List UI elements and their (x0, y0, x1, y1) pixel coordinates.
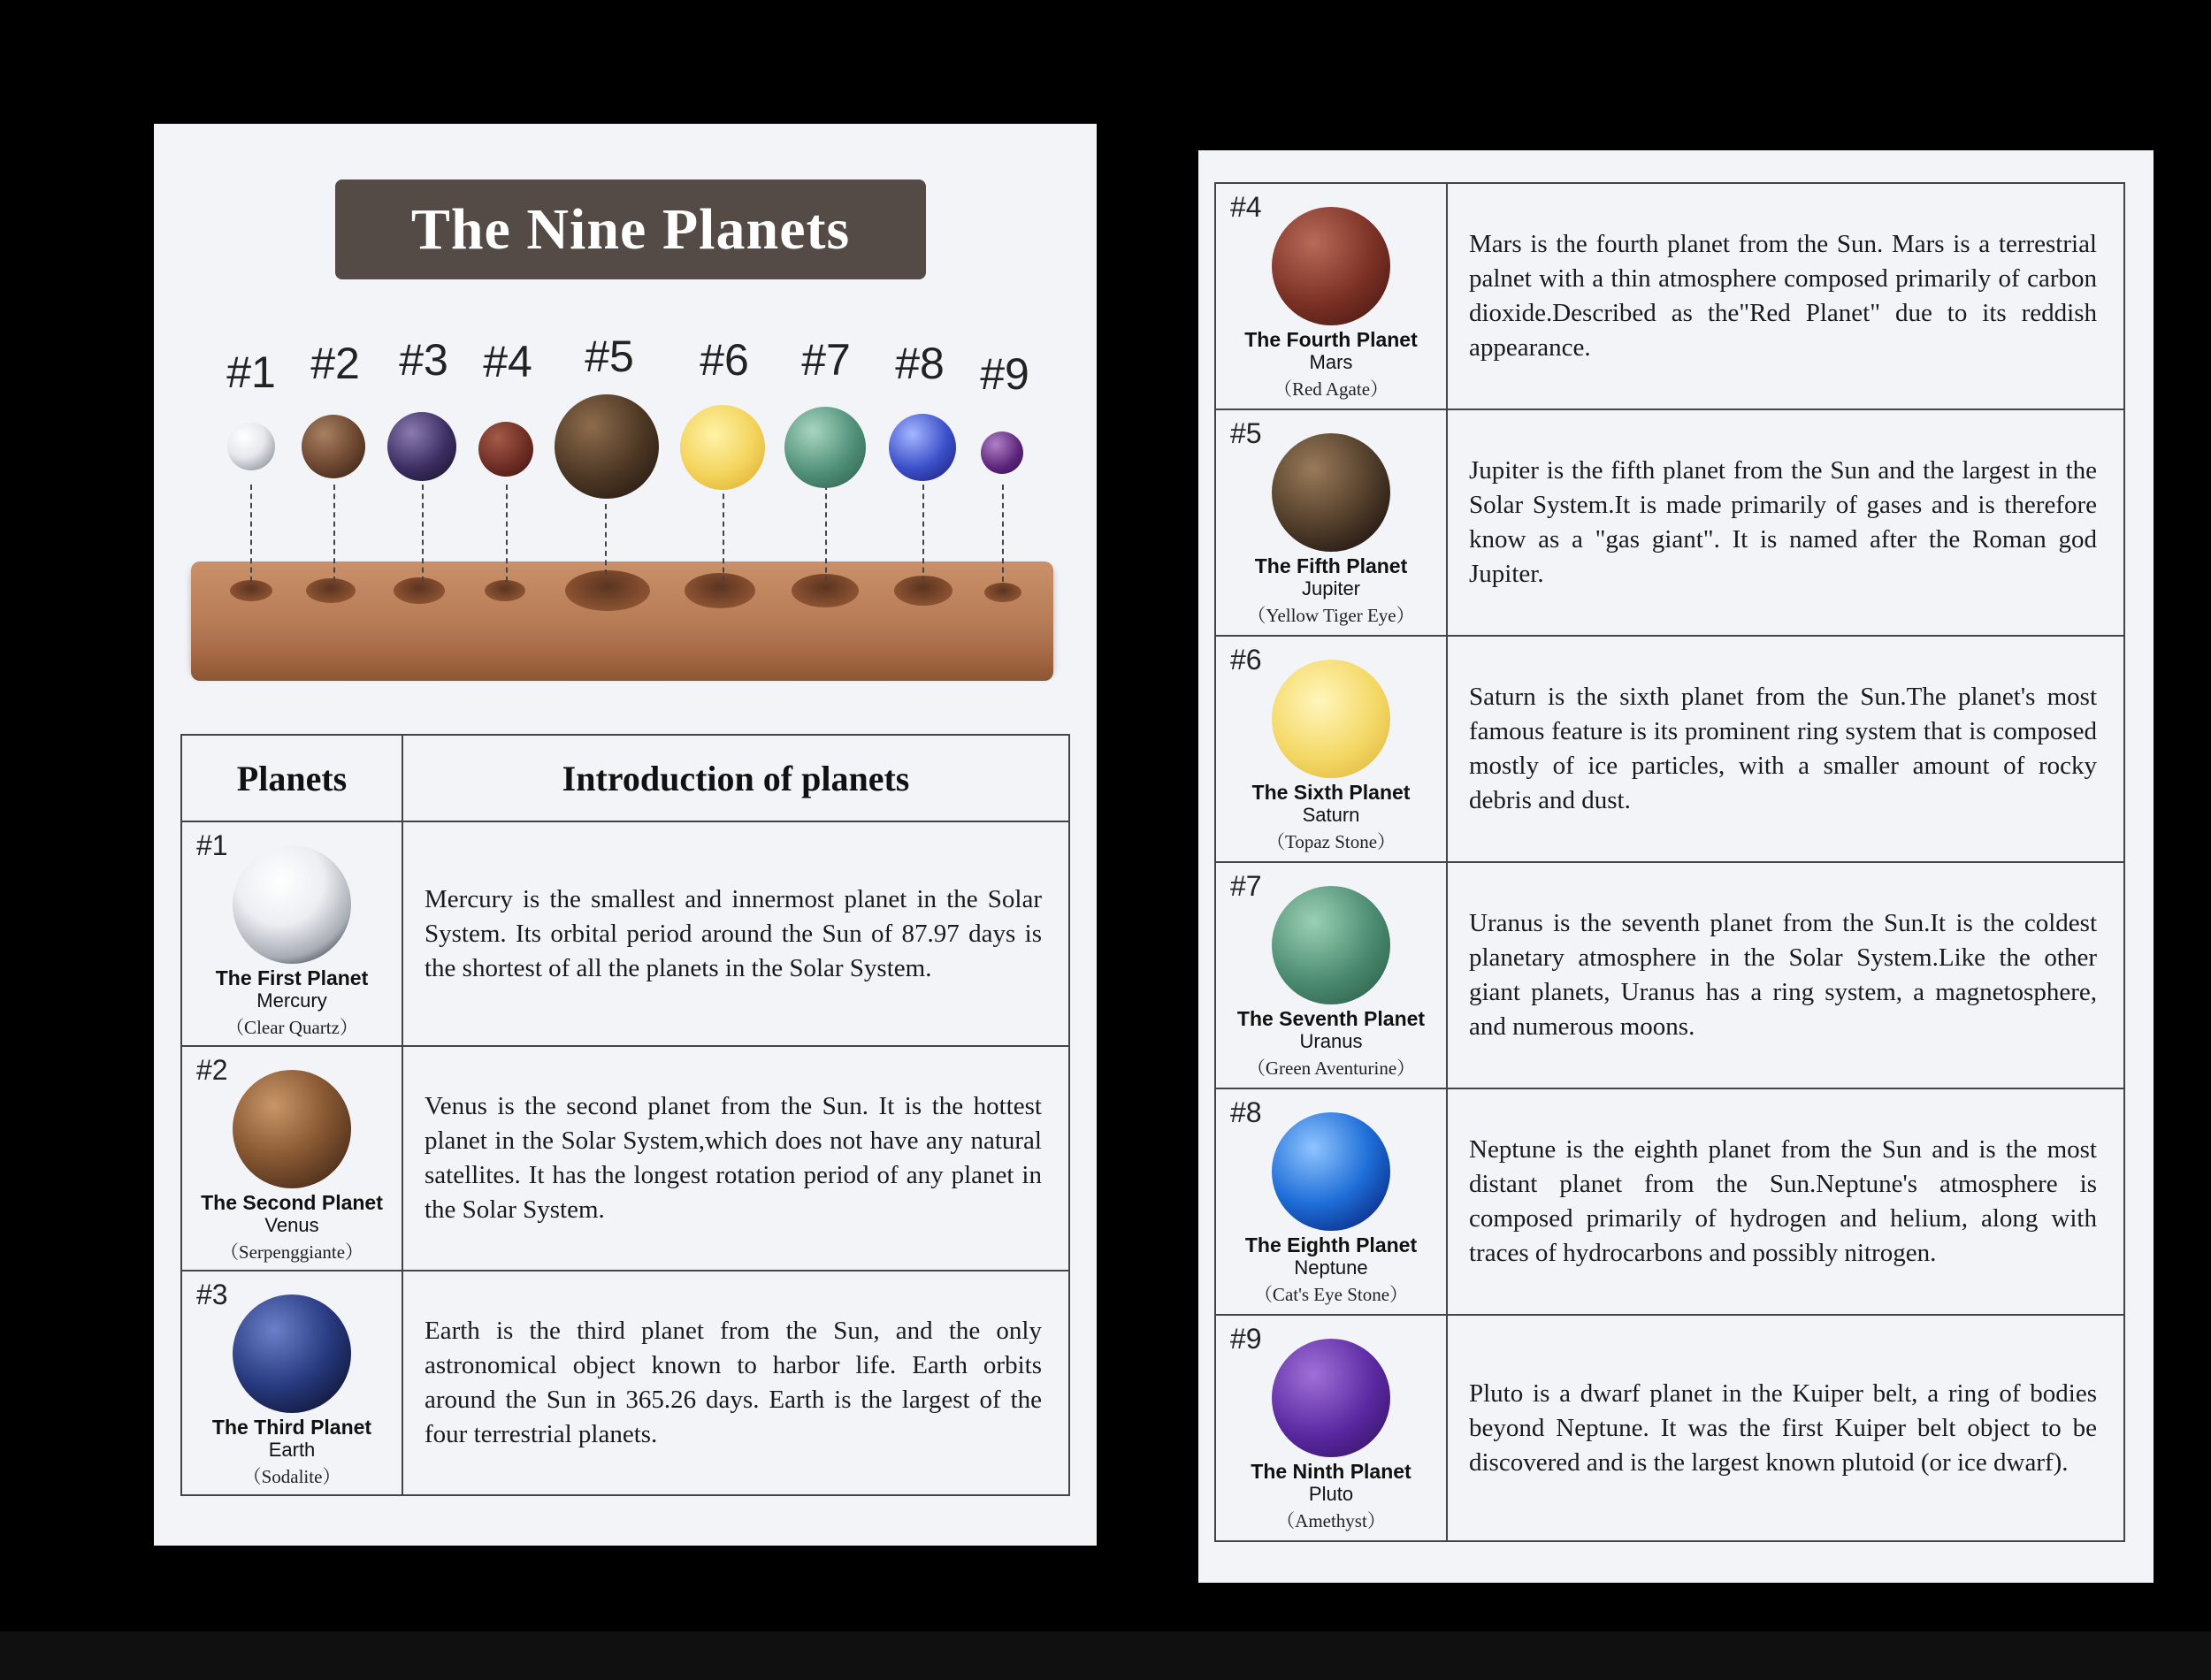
header-planets: Planets (181, 735, 402, 821)
mars-sphere (478, 422, 533, 477)
planet-number: #1 (196, 829, 228, 861)
planets-table-left (180, 734, 1070, 1496)
planet-cell (1215, 409, 1447, 636)
planet-ordinal: The Fifth Planet (1254, 554, 1408, 577)
planet-ordinal: The Sixth Planet (1251, 781, 1411, 804)
planet-name: Venus (264, 1214, 319, 1236)
mercury-stone (233, 845, 351, 964)
planet-description: Jupiter is the fifth planet from the Sun and the largest in the Solar System.It is made primarily of gases and is therefore know as a "gas giant". It is named after the Roman god Jupiter. (1447, 409, 2124, 636)
planet-name: Jupiter (1301, 577, 1361, 599)
planet-description: Neptune is the eighth planet from the Sun and is the most distant planet from the Sun.Neptune's atmosphere is composed primarily of hydrogen and helium, along with traces of hydrocarbons and possibly nitrogen. (1447, 1088, 2124, 1315)
planet-row-jupiter (1215, 409, 2124, 636)
uranus-stone (1272, 886, 1390, 1004)
diagram-label: #9 (980, 349, 1029, 399)
planet-cell (181, 821, 402, 1046)
planet-number: #6 (1230, 644, 1262, 676)
jupiter-stone (1272, 433, 1390, 552)
planet-number: #8 (1230, 1096, 1262, 1128)
dashed-stick (922, 485, 924, 582)
stone-name: （Red Agate） (1273, 378, 1389, 400)
stone-name: （Cat's Eye Stone） (1253, 1284, 1409, 1305)
info-card-left (154, 124, 1097, 1546)
planet-cell (181, 1046, 402, 1271)
dashed-stick (506, 485, 508, 582)
diagram-label: #8 (895, 339, 945, 388)
planet-cell (1215, 183, 1447, 409)
stand-hole (230, 580, 272, 601)
planet-description: Venus is the second planet from the Sun. It is the hottest planet in the Solar System,which does not have any natural satellites. It has the longest rotation period of any planet in the Solar System. (402, 1046, 1069, 1271)
planet-name: Neptune (1294, 1256, 1368, 1279)
earth-stone (233, 1294, 351, 1413)
dashed-stick (333, 485, 335, 582)
dashed-stick (1002, 485, 1004, 582)
mercury-sphere (227, 423, 275, 470)
stand-hole (565, 570, 650, 611)
planet-cell (181, 1271, 402, 1495)
diagram-label: #2 (310, 339, 360, 388)
planet-ordinal: The Fourth Planet (1244, 328, 1418, 351)
planet-row-neptune (1215, 1088, 2124, 1315)
wooden-stand-side (191, 645, 1053, 681)
dashed-stick (605, 504, 607, 575)
planet-description: Mars is the fourth planet from the Sun. Mars is a terrestrial palnet with a thin atmosphere composed primarily of carbon dioxide.Described as the"Red Planet" due to its reddish appearance. (1447, 183, 2124, 409)
planet-description: Earth is the third planet from the Sun, and the only astronomical object known to harbor life. Earth orbits around the Sun in 365.26 days. Earth is the largest of the four terrestrial planets. (402, 1271, 1069, 1495)
venus-sphere (302, 415, 365, 478)
background-strip (0, 1631, 2211, 1680)
planet-row-mars (1215, 183, 2124, 409)
venus-stone (233, 1070, 351, 1188)
stand-hole (306, 578, 356, 603)
stone-name: （Serpenggiante） (219, 1241, 364, 1263)
stone-name: （Green Aventurine） (1246, 1058, 1416, 1079)
stone-name: （Clear Quartz） (226, 1017, 358, 1038)
planet-row-pluto (1215, 1315, 2124, 1541)
neptune-sphere (889, 414, 956, 481)
diagram-label: #5 (585, 332, 634, 381)
diagram-label: #4 (483, 337, 532, 386)
stone-name: （Yellow Tiger Eye） (1247, 605, 1415, 626)
info-card-right (1198, 150, 2154, 1583)
planet-row-venus (181, 1046, 1069, 1271)
planet-number: #4 (1230, 191, 1262, 223)
planet-stand-illustration (154, 124, 1097, 690)
planet-name: Earth (268, 1439, 316, 1461)
diagram-label: #1 (226, 347, 276, 397)
neptune-stone (1272, 1112, 1390, 1231)
planets-table-right (1214, 182, 2125, 1542)
planet-ordinal: The First Planet (215, 966, 369, 989)
planet-ordinal: The Third Planet (211, 1416, 372, 1439)
planet-cell (1215, 636, 1447, 862)
stone-name: （Topaz Stone） (1266, 831, 1396, 852)
planet-name: Pluto (1308, 1483, 1354, 1505)
planet-description: Saturn is the sixth planet from the Sun.The planet's most famous feature is its prominent ring system that is composed mostly of ice particles, with a smaller amount of rocky debris and dust. (1447, 636, 2124, 862)
planet-description: Pluto is a dwarf planet in the Kuiper belt, a ring of bodies beyond Neptune. It was the first Kuiper belt object to be discovered and is the largest known plutoid (or ice dwarf). (1447, 1315, 2124, 1541)
dashed-stick (422, 485, 424, 582)
stand-hole (485, 580, 525, 601)
jupiter-sphere (555, 394, 659, 499)
dashed-stick (723, 485, 724, 582)
planet-name: Saturn (1302, 804, 1360, 826)
planet-number: #5 (1230, 417, 1262, 449)
planet-row-mercury (181, 821, 1069, 1046)
planet-row-uranus (1215, 862, 2124, 1088)
stand-hole (685, 573, 755, 608)
stone-name: （Amethyst） (1276, 1510, 1386, 1531)
stand-hole (394, 577, 445, 604)
header-introduction: Introduction of planets (402, 735, 1069, 821)
dashed-stick (825, 485, 827, 582)
planet-ordinal: The Seventh Planet (1236, 1007, 1426, 1030)
saturn-sphere (680, 405, 765, 490)
planet-description: Mercury is the smallest and innermost planet in the Solar System. Its orbital period around the Sun of 87.97 days is the shortest of all the planets in the Solar System. (402, 821, 1069, 1046)
planet-ordinal: The Ninth Planet (1251, 1460, 1412, 1483)
planet-row-saturn (1215, 636, 2124, 862)
planet-cell (1215, 862, 1447, 1088)
stone-name: （Sodalite） (242, 1466, 341, 1487)
page-title: The Nine Planets (410, 196, 851, 262)
planet-name: Mercury (256, 989, 327, 1012)
planet-row-earth (181, 1271, 1069, 1495)
dashed-stick (250, 485, 252, 582)
planet-description: Uranus is the seventh planet from the Sun.It is the coldest planetary atmosphere in the Solar System.Like the other giant planets, Uranus has a ring system, a magnetosphere, and numerous moons. (1447, 862, 2124, 1088)
planet-number: #9 (1230, 1323, 1262, 1355)
uranus-sphere (784, 407, 866, 488)
saturn-stone (1272, 660, 1390, 778)
pluto-stone (1272, 1339, 1390, 1457)
planet-cell (1215, 1088, 1447, 1315)
planet-ordinal: The Eighth Planet (1244, 1233, 1418, 1256)
diagram-label: #6 (700, 335, 749, 385)
table-header-row (181, 735, 1069, 821)
mars-stone (1272, 207, 1390, 325)
planet-cell (1215, 1315, 1447, 1541)
planet-name: Mars (1309, 351, 1353, 373)
planet-number: #3 (196, 1279, 228, 1310)
planet-number: #7 (1230, 870, 1262, 902)
stand-hole (984, 583, 1021, 602)
planet-ordinal: The Second Planet (201, 1191, 383, 1214)
diagram-label: #3 (399, 335, 448, 385)
pluto-sphere (981, 431, 1023, 474)
diagram-label: #7 (801, 335, 851, 385)
earth-sphere (387, 412, 456, 481)
planet-name: Uranus (1299, 1030, 1363, 1052)
planet-number: #2 (196, 1054, 228, 1086)
